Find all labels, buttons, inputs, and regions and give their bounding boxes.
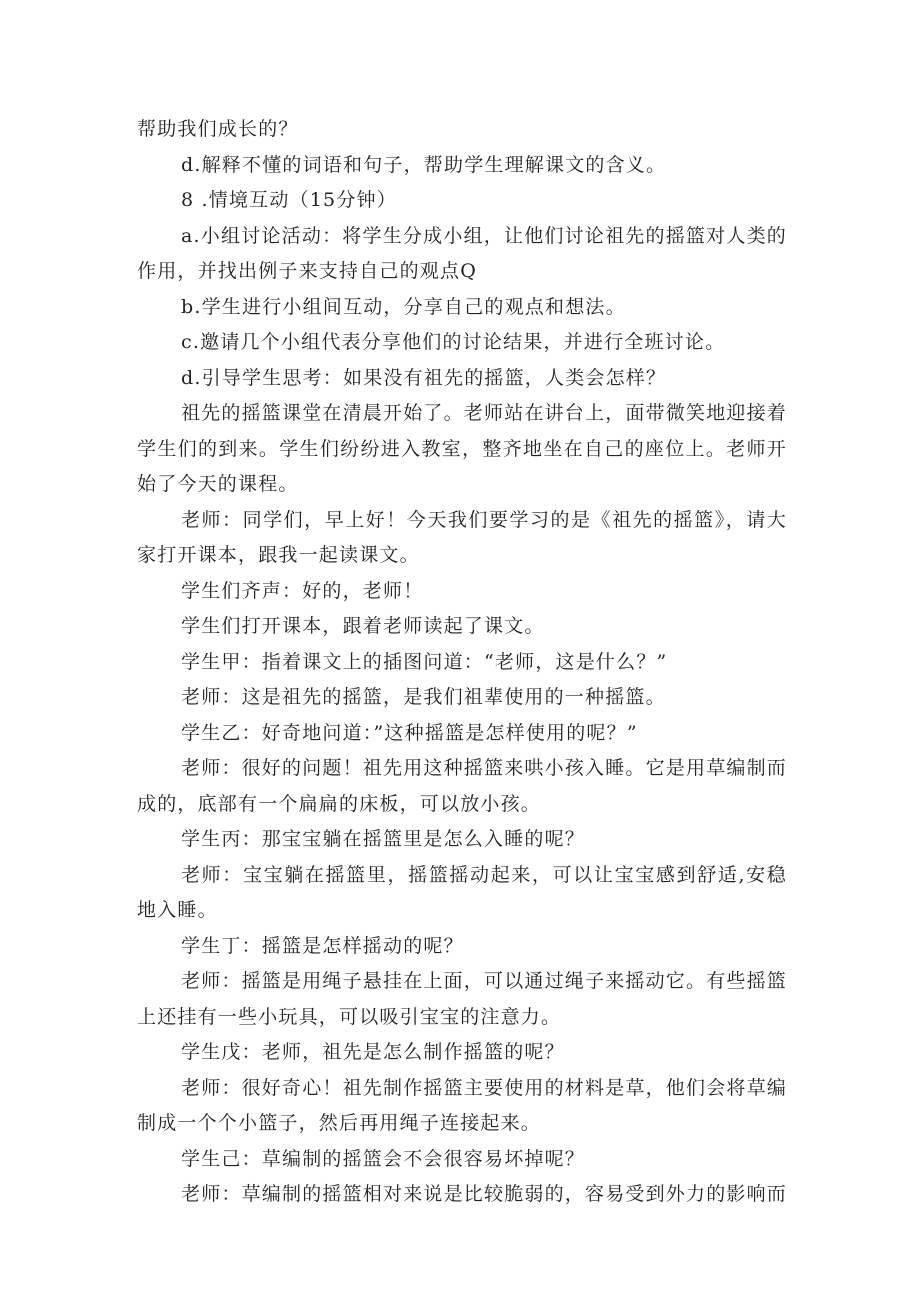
list-item-d-explain: d.解释不懂的词语和句子，帮助学生理解课文的含义。 (181, 153, 667, 176)
document-body (137, 112, 787, 1213)
dialogue-line: 学生戊：老师，祖先是怎么制作摇篮的呢？ (181, 1041, 565, 1063)
dialogue-line: 学生己：草编制的摇篮会不会很容易坏掉呢？ (181, 1147, 586, 1170)
list-item-d-think: d.引导学生思考：如果没有祖先的摇篮，人类会怎样？ (181, 366, 667, 389)
narrative-paragraph: 祖先的摇篮课堂在清晨开始了。老师站在讲台上，面带微笑地迎接着学生们的到来。学生们纷纷进入教室，整齐地坐在自己的座位上。老师开始了今天的课程。 (137, 402, 788, 495)
dialogue-line: 老师：很好的问题！祖先用这种摇篮来哄小孩入睡。它是用草编制而成的，底部有一个扁扁的床板，可以放小孩。 (137, 757, 788, 815)
dialogue-line: 老师：摇篮是用绳子悬挂在上面，可以通过绳子来摇动它。有些摇篮上还挂有一些小玩具，可以吸引宝宝的注意力。 (137, 970, 788, 1028)
dialogue-line: 老师：宝宝躺在摇篮里，摇篮摇动起来，可以让宝宝感到舒适,安稳地入睡。 (137, 863, 787, 921)
narrative-line: 学生们打开课本，跟着老师读起了课文。 (181, 615, 545, 637)
paragraph-continuation: 帮助我们成长的？ (137, 118, 299, 140)
dialogue-line: 老师：草编制的摇篮相对来说是比较脆弱的，容易受到外力的影响而 (181, 1183, 788, 1205)
list-item-c-share: c.邀请几个小组代表分享他们的讨论结果，并进行全班讨论。 (181, 331, 726, 353)
list-item-a-discussion: a.小组讨论活动：将学生分成小组，让他们讨论祖先的摇篮对人类的作用，并找出例子来支持自己的观点Q (137, 224, 787, 282)
dialogue-line: 学生们齐声：好的，老师！ (181, 579, 424, 602)
dialogue-line: 学生丁：摇篮是怎样摇动的呢？ (181, 934, 464, 957)
dialogue-line: 学生丙：那宝宝躺在摇篮里是怎么入睡的呢？ (181, 828, 586, 850)
dialogue-line: 学生甲：指着课文上的插图问道：“老师，这是什么？” (181, 650, 668, 673)
list-item-b-interaction: b.学生进行小组间互动，分享自己的观点和想法。 (181, 295, 626, 318)
dialogue-line: 老师：这是祖先的摇篮，是我们祖辈使用的一种摇篮。 (181, 686, 666, 708)
dialogue-line: 老师：很好奇心！祖先制作摇篮主要使用的材料是草，他们会将草编制成一个个小篮子，然后再用绳子连接起来。 (137, 1076, 788, 1134)
dialogue-line: 老师：同学们，早上好！今天我们要学习的是《祖先的摇篮》，请大家打开课本，跟我一起读课文。 (137, 508, 787, 566)
section-heading-interaction: 8 .情境互动（15分钟） (181, 189, 397, 211)
dialogue-line: 学生乙：好奇地问道：”这种摇篮是怎样使用的呢？” (181, 721, 638, 744)
